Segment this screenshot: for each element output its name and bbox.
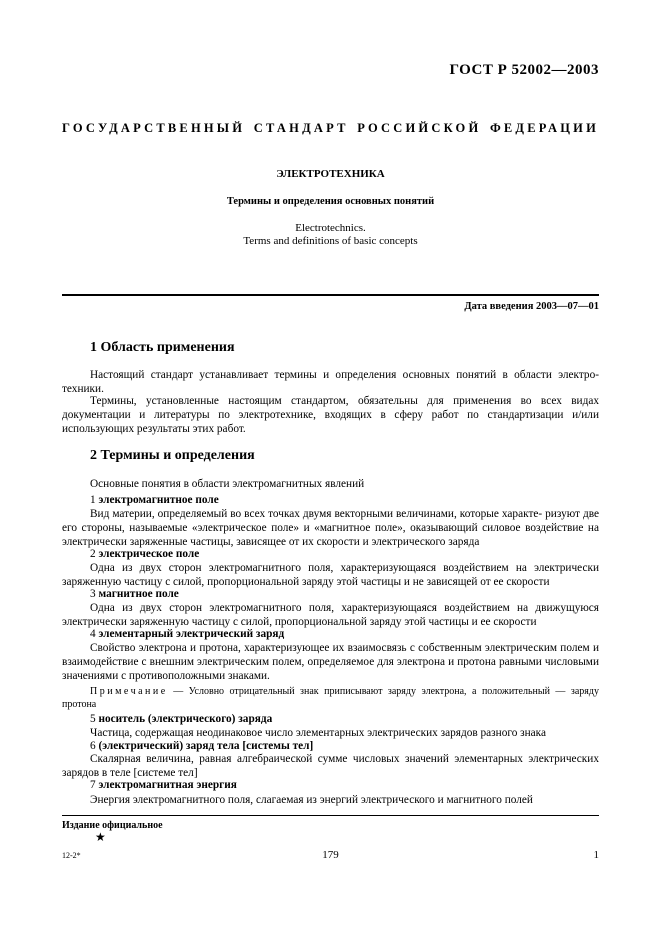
english-title bbox=[0, 222, 661, 248]
english-title-line-2: Terms and definitions of basic concepts bbox=[243, 235, 418, 247]
term-5-definition: Частица, содержащая неодинаковое число элементарных электрических зарядов разного знака bbox=[90, 727, 547, 739]
term-5-heading bbox=[90, 712, 272, 726]
print-code: 12-2* bbox=[62, 851, 81, 860]
section-1-heading: 1 Область применения bbox=[90, 340, 235, 355]
term-4-note bbox=[62, 685, 599, 711]
footer-divider bbox=[62, 815, 599, 816]
section-1-paragraph-1: Настоящий стандарт устанавливает термины и определения основных понятий в области электро- техники. bbox=[62, 369, 599, 395]
term-2-heading bbox=[90, 547, 199, 561]
introduction-date: Дата введения 2003—07—01 bbox=[464, 301, 599, 312]
section-2-heading: 2 Термины и определения bbox=[90, 448, 255, 463]
section-2-intro: Основные понятия в области электромагнитных явлений bbox=[90, 478, 365, 490]
note-label: Примечание bbox=[90, 686, 168, 697]
term-4-heading bbox=[90, 627, 284, 641]
term-number: 6 bbox=[90, 740, 96, 752]
section-1-paragraph-2: Термины, установленные настоящим стандартом, обязательны для применения во всех видах документации и литературы по электротехнике, входящих в сферу работ по стандартизации и/или использующих результаты этих работ. bbox=[62, 395, 599, 435]
term-number: 2 bbox=[90, 548, 96, 560]
state-standard-title: ГОСУДАРСТВЕННЫЙ СТАНДАРТ РОССИЙСКОЙ ФЕДЕРАЦИИ bbox=[62, 121, 599, 135]
term-name: носитель (электрического) заряда bbox=[98, 713, 273, 725]
sheet-number: 1 bbox=[593, 849, 599, 861]
term-number: 5 bbox=[90, 713, 96, 725]
term-6-definition: Скалярная величина, равная алгебраической сумме числовых значений элементарных электрических зарядов в теле [системе тел] bbox=[62, 753, 599, 779]
note-text: — Условно отрицательный знак приписывают заряду электрона, а положительный — заряду протона bbox=[62, 686, 599, 710]
term-6-heading bbox=[90, 739, 313, 753]
term-number: 4 bbox=[90, 628, 96, 640]
document-title: ЭЛЕКТРОТЕХНИКА bbox=[276, 168, 385, 180]
term-number: 3 bbox=[90, 588, 96, 600]
english-title-line-1: Electrotechnics. bbox=[295, 222, 366, 234]
term-3-definition: Одна из двух сторон электромагнитного поля, характеризующаяся воздействием на движущуюся электрически заряженную частицу с силой, пропорциональной заряду этой частицы и ее скорости bbox=[62, 602, 599, 628]
term-7-heading bbox=[90, 778, 237, 792]
term-name: магнитное поле bbox=[98, 588, 179, 600]
header-divider bbox=[62, 294, 599, 296]
term-number: 1 bbox=[90, 494, 96, 506]
document-subtitle: Термины и определения основных понятий bbox=[226, 196, 435, 207]
term-name: электромагнитная энергия bbox=[98, 779, 237, 791]
star-icon: ★ bbox=[95, 830, 106, 844]
term-name: (электрический) заряд тела [системы тел] bbox=[98, 740, 314, 752]
term-1-definition: Вид материи, определяемый во всех точках двумя векторными величинами, которые характе- ризуют две его стороны, называемые «электрическое поле» и «магнитное поле», оказывающий силовое воздействие на электрически заряженные частицы, зависящее от их скорости и электрического заряда bbox=[62, 508, 599, 548]
official-edition-label: Издание официальное bbox=[62, 820, 163, 831]
term-3-heading bbox=[90, 587, 179, 601]
page-number: 179 bbox=[322, 849, 339, 861]
term-4-definition: Свойство электрона и протона, характеризующее их взаимосвязь с собственным электрическим полем и взаимодействие с внешним электрическим полем, определяемое для электрона и протона равными числовыми значениями с противоположными знаками. bbox=[62, 642, 599, 682]
term-number: 7 bbox=[90, 779, 96, 791]
term-name: элементарный электрический заряд bbox=[98, 628, 285, 640]
gost-code: ГОСТ Р 52002—2003 bbox=[449, 62, 599, 78]
term-name: электромагнитное поле bbox=[98, 494, 219, 506]
term-name: электрическое поле bbox=[98, 548, 200, 560]
term-7-definition: Энергия электромагнитного поля, слагаемая из энергий электрического и магнитного полей bbox=[90, 794, 533, 806]
term-2-definition: Одна из двух сторон электромагнитного поля, характеризующаяся воздействием на электрически заряженную частицу с силой, пропорциональной заряду этой частицы и не зависящей от ее скорости bbox=[62, 562, 599, 588]
term-1-heading bbox=[90, 493, 219, 507]
